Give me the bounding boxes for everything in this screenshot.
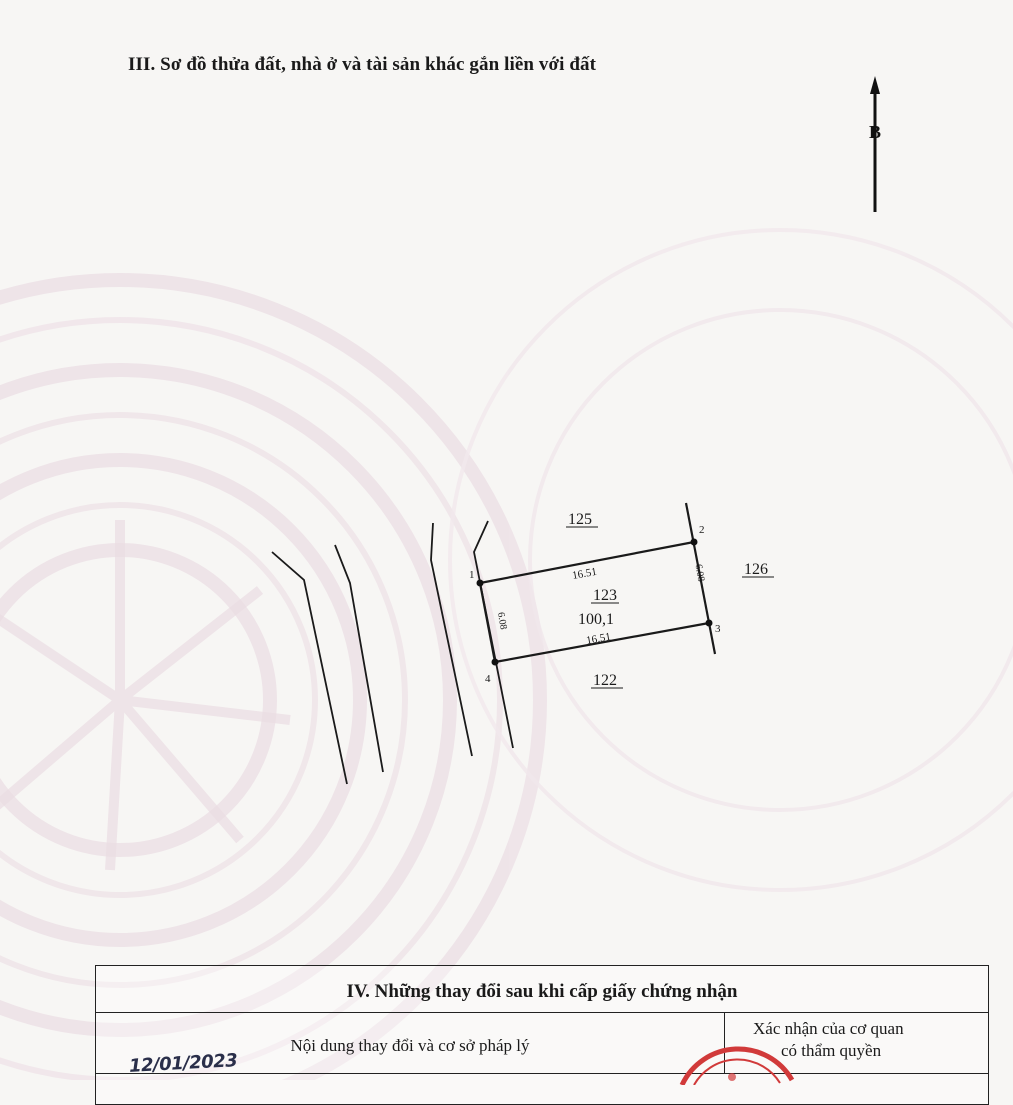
changes-table-header <box>96 1013 988 1077</box>
confirm-label-line1: Xác nhận của cơ quan <box>753 1019 904 1038</box>
road-line-1 <box>272 552 347 784</box>
red-stamp-seal <box>672 1025 802 1085</box>
column-header-content-label: Nội dung thay đổi và cơ sở pháp lý <box>290 1036 530 1055</box>
handwritten-date: 12/01/2023 <box>128 1050 238 1077</box>
edge-length-bottom: 16.51 <box>585 630 612 647</box>
vertex-label-2: 2 <box>699 524 705 536</box>
column-header-content <box>96 1013 725 1077</box>
vertex-label-3: 3 <box>715 623 721 635</box>
vertex-point-2 <box>691 539 698 546</box>
vertex-point-3 <box>706 620 713 627</box>
vertex-point-4 <box>492 659 499 666</box>
edge-length-top: 16.51 <box>571 565 598 582</box>
parcel-area: 100,1 <box>578 611 614 628</box>
road-line-3 <box>431 523 472 756</box>
changes-table-title: IV. Những thay đổi sau khi cấp giấy chứng nhận <box>96 966 988 1013</box>
neighbor-parcel-south: 122 <box>593 672 617 689</box>
section-title: III. Sơ đồ thửa đất, nhà ở và tài sản khác gắn liền với đất <box>128 54 597 75</box>
edge-length-right: 6.08 <box>692 563 707 583</box>
parcel-number: 123 <box>593 587 617 604</box>
road-line-4 <box>474 521 513 748</box>
edge-length-left: 6.08 <box>494 611 509 631</box>
confirm-label-line2: có thẩm quyền <box>781 1041 882 1060</box>
vertex-point-1 <box>477 580 484 587</box>
neighbor-parcel-north: 125 <box>568 511 592 528</box>
vertex-label-1: 1 <box>469 569 475 581</box>
plot-left-edge <box>480 583 495 662</box>
neighbor-parcel-east: 126 <box>744 561 768 578</box>
compass-label: B <box>869 122 882 142</box>
changes-table <box>95 965 989 1105</box>
vertex-label-4: 4 <box>485 673 491 685</box>
road-line-2 <box>335 545 383 772</box>
